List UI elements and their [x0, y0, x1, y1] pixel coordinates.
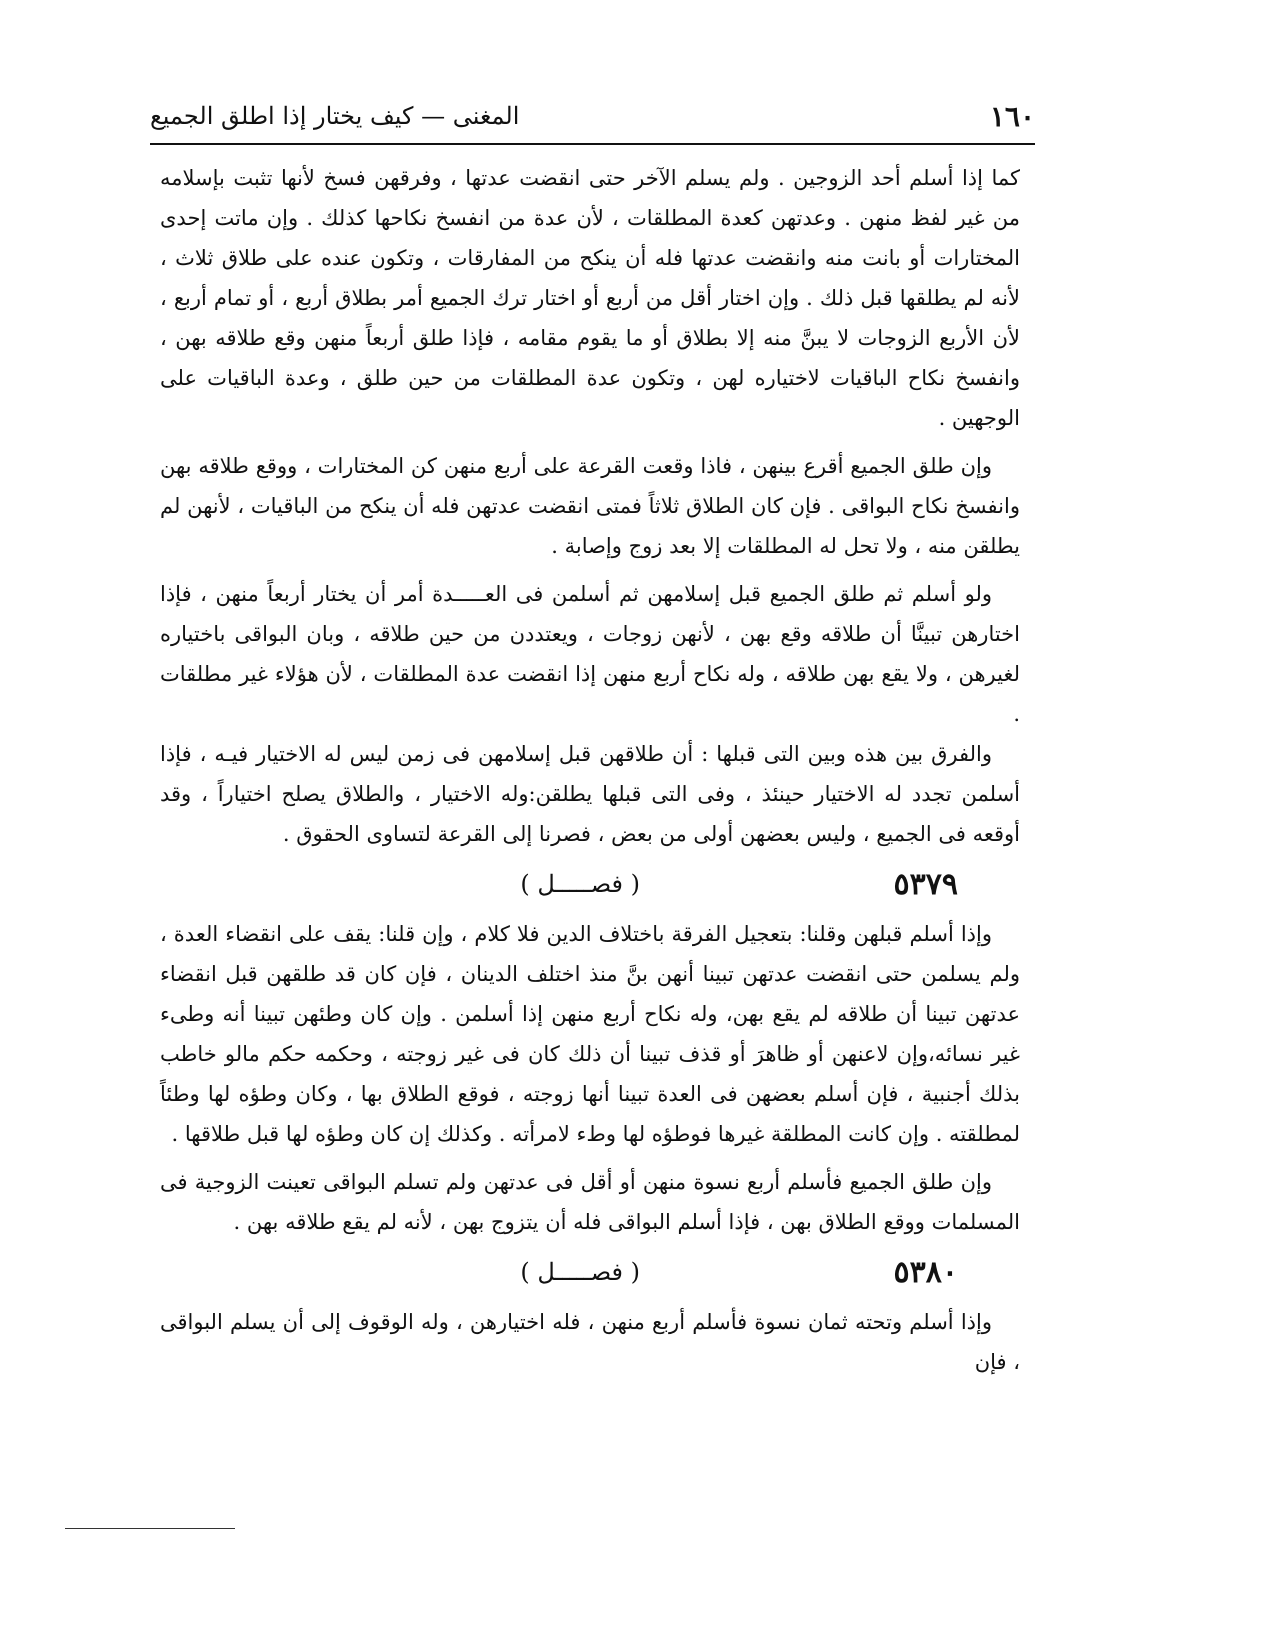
body-text — [160, 158, 1020, 1382]
paragraph: والفرق بين هذه وبين التى قبلها : أن طلاقهن قبل إسلامهن فى زمن ليس له الاختيار فيـه ، فإذا أسلمن تجدد له الاختيار حينئذ ، وفى التى قبلها يطلقن:وله الاختيار ، والطلاق يصلح اختياراً ، وقد أوقعه فى الجميع ، وليس بعضهن أولى من بعض ، فصرنا إلى القرعة لتساوى الحقوق . — [160, 742, 1020, 846]
paragraph: وإن طلق الجميع فأسلم أربع نسوة منهن أو أقل فى عدتهن ولم تسلم البواقى تعينت الزوجية فى المسلمات ووقع الطلاق بهن ، فإذا أسلم البواقى فله أن يتزوج بهن ، لأنه لم يقع طلاقه بهن . — [160, 1170, 1020, 1234]
section-label: ( فصـــــل ) — [520, 1258, 640, 1286]
running-title: المغنى — كيف يختار إذا اطلق الجميع — [150, 102, 520, 130]
paragraph: كما إذا أسلم أحد الزوجين . ولم يسلم الآخر حتى انقضت عدتها ، وفرقهن فسخ لأنها تثبت بإسلامه من غير لفظ منهن . وعدتهن كعدة المطلقات ، لأن عدة من انفسخ نكاحها كذلك . وإن ماتت إحدى المختارات أو بانت منه وانقضت عدتها فله أن ينكح من المفارقات ، وتكون عنده على طلاق ثلاث ، لأنه لم يطلقها قبل ذلك . وإن اختار أقل من أربع أو اختار ترك الجميع أمر بطلاق أربع ، أو تمام أربع ، لأن الأربع الزوجات لا يبنَّ منه إلا بطلاق أو ما يقوم مقامه ، فإذا طلق أربعاً منهن وقع طلاقه بهن ، وانفسخ نكاح الباقيات لاختياره لهن ، وتكون عدة المطلقات من حين طلق ، وعدة الباقيات على الوجهين . — [160, 166, 1021, 430]
section-label: ( فصـــــل ) — [520, 870, 640, 898]
paragraph: وإذا أسلم قبلهن وقلنا: بتعجيل الفرقة باختلاف الدين فلا كلام ، وإن قلنا: يقف على انقضاء العدة ، ولم يسلمن حتى انقضت عدتهن تبينا أنهن بنَّ منذ اختلف الدينان ، فإن كان قد طلقهن قبل انقضاء عدتهن تبينا أن طلاقه لم يقع بهن، وله نكاح أربع منهن إذا أسلمن . وإن كان وطئهن تبينا أنه وطىء غير نسائه،وإن لاعنهن أو ظاهرَ أو قذف تبينا أن ذلك كان فى غير زوجته ، وحكمه حكم مالو خاطب بذلك أجنبية ، فإن أسلم بعضهن فى العدة تبينا أنها زوجته ، فوقع الطلاق بها ، وكان وطؤه لها وطئاً لمطلقته . وإن كانت المطلقة غيرها فوطؤه لها وطء لامرأته . وكذلك إن كان وطؤه لها قبل طلاقها . — [160, 922, 1020, 1146]
section-heading — [160, 854, 1020, 914]
running-header — [150, 90, 1035, 142]
paragraph: ولو أسلم ثم طلق الجميع قبل إسلامهن ثم أسلمن فى العـــــدة أمر أن يختار أربعاً منهن ، فإذا اختارهن تبينَّا أن طلاقه وقع بهن ، لأنهن زوجات ، ويعتددن من حين طلاقه ، وبان البواقى باختياره لغيرهن ، ولا يقع بهن طلاقه ، وله نكاح أربع منهن إذا انقضت عدة المطلقات ، لأن هؤلاء غير مطلقات . — [160, 582, 1020, 726]
section-heading — [160, 1242, 1020, 1302]
page-number: ١٦٠ — [989, 99, 1035, 133]
paragraph: وإذا أسلم وتحته ثمان نسوة فأسلم أربع منهن ، فله اختيارهن ، وله الوقوف إلى أن يسلم البواقى ، فإن — [160, 1310, 1020, 1374]
section-number: ٥٣٨٠ — [893, 1254, 958, 1290]
paragraph: وإن طلق الجميع أقرع بينهن ، فاذا وقعت القرعة على أربع منهن كن المختارات ، ووقع طلاقه بهن وانفسخ نكاح البواقى . فإن كان الطلاق ثلاثاً فمتى انقضت عدتهن فله أن ينكح من الباقيات ، لأنهن لم يطلقن منه ، ولا تحل له المطلقات إلا بعد زوج وإصابة . — [160, 454, 1020, 558]
section-number: ٥٣٧٩ — [893, 866, 958, 902]
header-rule — [150, 143, 1035, 145]
footnote-rule — [65, 1528, 235, 1529]
